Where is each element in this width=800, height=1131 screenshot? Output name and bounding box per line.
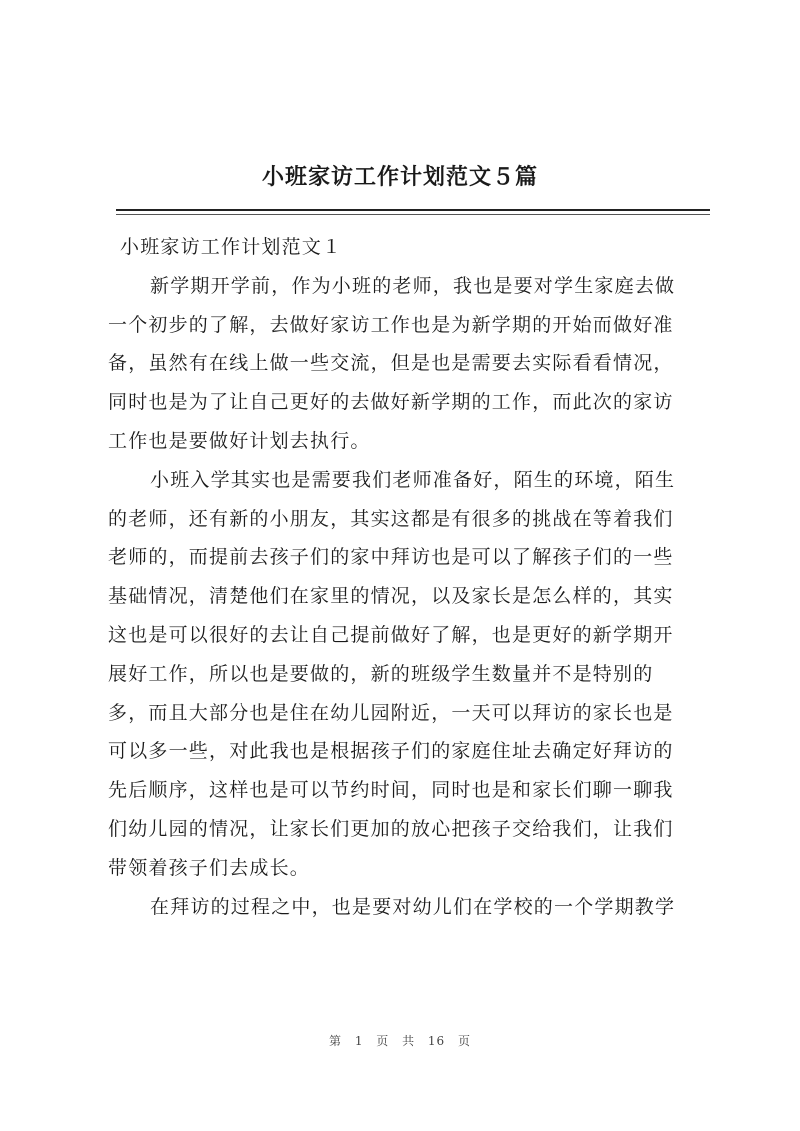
page-title: 小班家访工作计划范文５篇: [261, 164, 538, 190]
title-divider: [116, 209, 710, 211]
paragraph-line: 新学期开学前，作为小班的老师，我也是要对学生家庭去做: [150, 274, 676, 297]
paragraph-line: 小班入学其实也是需要我们老师准备好，陌生的环境，陌生: [150, 468, 676, 491]
paragraph-line: 老师的，而提前去孩子们的家中拜访也是可以了解孩子们的一些: [108, 546, 674, 569]
document-body: [108, 228, 712, 926]
paragraph-line: 这也是可以很好的去让自己提前做好了解，也是更好的新学期开: [108, 623, 674, 646]
paragraph-line: 带领着孩子们去成长。: [108, 856, 311, 879]
paragraph-line: 备，虽然有在线上做一些交流，但是也是需要去实际看看情况，: [108, 352, 674, 375]
paragraph-line: 同时也是为了让自己更好的去做好新学期的工作，而此次的家访: [108, 391, 674, 414]
paragraph-line: 工作也是要做好计划去执行。: [108, 429, 371, 452]
title-divider-thin: [116, 214, 710, 215]
paragraph-line: 先后顺序，这样也是可以节约时间，同时也是和家长们聊一聊我: [108, 779, 674, 802]
paragraph-line: 可以多一些，对此我也是根据孩子们的家庭住址去确定好拜访的: [108, 740, 674, 763]
section-heading: 小班家访工作计划范文１: [120, 236, 343, 258]
paragraph-line: 们幼儿园的情况，让家长们更加的放心把孩子交给我们，让我们: [108, 817, 674, 840]
paragraph-line: 一个初步的了解，去做好家访工作也是为新学期的开始而做好准: [108, 313, 674, 336]
paragraph-line: 基础情况，清楚他们在家里的情况，以及家长是怎么样的，其实: [108, 585, 674, 608]
paragraph-line: 展好工作，所以也是要做的，新的班级学生数量并不是特别的: [108, 662, 654, 685]
paragraph-line: 的老师，还有新的小朋友，其实这都是有很多的挑战在等着我们: [108, 507, 674, 530]
paragraph-line: 多，而且大部分也是住在幼儿园附近，一天可以拜访的家长也是: [108, 701, 674, 724]
paragraph-line: 在拜访的过程之中，也是要对幼儿们在学校的一个学期教学: [150, 895, 676, 918]
page-footer: 第 1 页 共 16 页: [329, 1034, 471, 1048]
